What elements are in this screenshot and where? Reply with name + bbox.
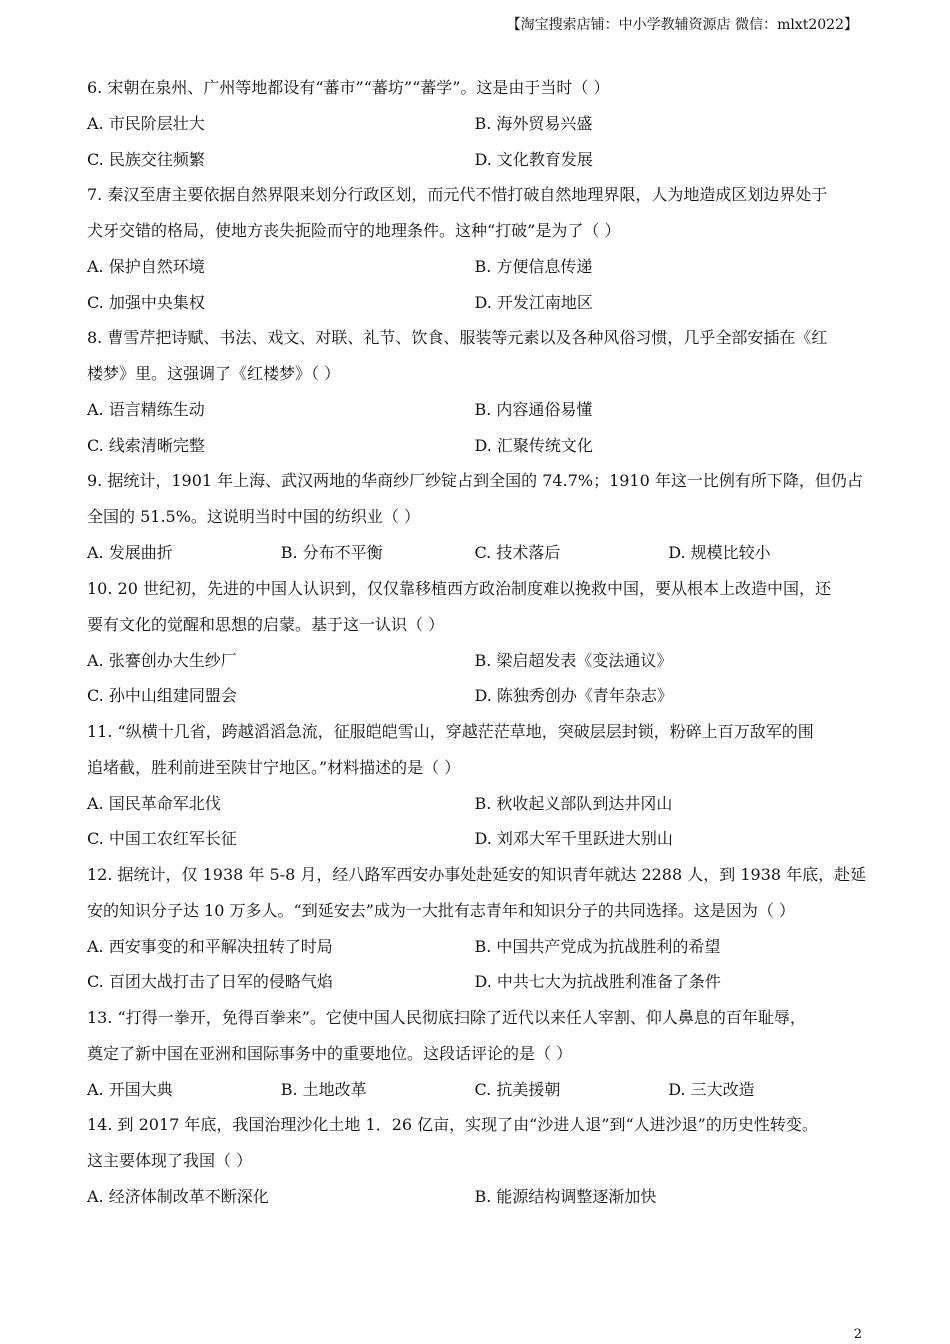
question-8-line-1: 8. 曹雪芹把诗赋、书法、戏文、对联、礼节、饮食、服装等元素以及各种风俗习惯，几乎全部安插在《红 (87, 328, 828, 347)
question-7-option-d: D. 开发江南地区 (474, 292, 593, 312)
question-14-option-b: B. 能源结构调整逐渐加快 (474, 1187, 657, 1206)
question-8-option-c: C. 线索清晰完整 (87, 435, 205, 455)
question-12-option-c: C. 百团大战打击了日军的侵略气焰 (87, 972, 333, 991)
question-10 (87, 571, 862, 714)
question-6-option-a: A. 市民阶层壮大 (87, 114, 205, 133)
question-8-line-2: 楼梦》里。这强调了《红楼梦》（ ） (87, 364, 341, 383)
question-11 (87, 714, 862, 857)
question-12-option-b: B. 中国共产党成为抗战胜利的希望 (474, 936, 721, 956)
question-12 (87, 857, 867, 1000)
question-9 (87, 463, 862, 571)
question-12-option-a: A. 西安事变的和平解决扭转了时局 (87, 936, 333, 956)
question-12-line-2: 安的知识分子达 10 万多人。“到延安去”成为一大批有志青年和知识分子的共同选择。这是因为（ ） (87, 900, 795, 920)
question-11-line-1: 11. “纵横十几省，跨越滔滔急流，征服皑皑雪山，穿越茫茫草地，突破层层封锁，粉碎上百万敌军的围 (87, 721, 814, 741)
question-8 (87, 320, 862, 463)
question-6-line-1: 6. 宋朝在泉州、广州等地都设有“蕃市”“蕃坊”“蕃学”。这是由于当时（ ） (87, 78, 610, 97)
page-header: 【淘宝搜索店铺：中小学教辅资源店 微信：mlxt2022】 (506, 17, 858, 33)
question-6-option-d: D. 文化教育发展 (474, 149, 593, 169)
question-7-option-c: C. 加强中央集权 (87, 292, 205, 312)
page-number: 2 (853, 1327, 862, 1342)
question-12-option-d: D. 中共七大为抗战胜利准备了条件 (474, 972, 721, 991)
question-14-line-2: 这主要体现了我国（ ） (87, 1151, 253, 1170)
question-9-option-b: B. 分布不平衡 (280, 543, 383, 562)
question-6 (87, 70, 862, 177)
question-7-line-1: 7. 秦汉至唐主要依据自然界限来划分行政区划，而元代不惜打破自然地理界限，人为地造成区划边界处于 (87, 185, 828, 204)
question-6-option-b: B. 海外贸易兴盛 (474, 114, 593, 133)
question-13-option-b: B. 土地改革 (280, 1079, 367, 1099)
question-7-line-2: 犬牙交错的格局，使地方丧失扼险而守的地理条件。这种“打破”是为了（ ） (87, 221, 621, 240)
question-13-option-c: C. 抗美援朝 (474, 1079, 561, 1099)
question-14-line-1: 14. 到 2017 年底，我国治理沙化土地 1．26 亿亩，实现了由“沙进人退”到“人进沙退”的历史性转变。 (87, 1115, 818, 1134)
question-8-option-d: D. 汇聚传统文化 (474, 435, 593, 455)
question-7 (87, 177, 862, 320)
question-8-option-b: B. 内容通俗易懂 (474, 400, 593, 419)
question-9-option-d: D. 规模比较小 (668, 543, 771, 562)
question-11-option-d: D. 刘邓大军千里跃进大别山 (474, 829, 673, 848)
question-12-line-1: 12. 据统计，仅 1938 年 5-8 月，经八路军西安办事处赴延安的知识青年就达 2288 人，到 1938 年底，赴延 (87, 864, 867, 884)
question-10-line-1: 10. 20 世纪初，先进的中国人认识到，仅仅靠移植西方政治制度难以挽救中国，要从根本上改造中国，还 (87, 578, 831, 598)
question-10-line-2: 要有文化的觉醒和思想的启蒙。基于这一认识（ ） (87, 614, 445, 634)
question-11-option-a: A. 国民革命军北伐 (87, 793, 221, 813)
question-9-option-c: C. 技术落后 (474, 543, 561, 562)
question-14-option-a: A. 经济体制改革不断深化 (87, 1187, 269, 1206)
question-10-option-c: C. 孙中山组建同盟会 (87, 686, 237, 705)
question-14 (87, 1107, 862, 1215)
question-13 (87, 1000, 862, 1108)
question-10-option-b: B. 梁启超发表《变法通议》 (474, 650, 673, 670)
question-13-option-a: A. 开国大典 (87, 1079, 173, 1099)
question-9-line-1: 9. 据统计，1901 年上海、武汉两地的华商纱厂纱锭占到全国的 74.7%；1910 年这一比例有所下降，但仍占 (87, 471, 863, 490)
question-8-option-a: A. 语言精练生动 (87, 400, 205, 419)
question-6-option-c: C. 民族交往频繁 (87, 149, 205, 169)
question-13-line-2: 奠定了新中国在亚洲和国际事务中的重要地位。这段话评论的是（ ） (87, 1043, 573, 1063)
question-13-option-d: D. 三大改造 (668, 1079, 755, 1099)
question-10-option-d: D. 陈独秀创办《青年杂志》 (474, 686, 673, 705)
question-7-option-b: B. 方便信息传递 (474, 257, 593, 276)
question-13-line-1: 13. “打得一拳开，免得百拳来”。它使中国人民彻底扫除了近代以来任人宰割、仰人鼻息的百年耻辱， (87, 1007, 806, 1027)
question-10-option-a: A. 张謇创办大生纱厂 (87, 650, 237, 670)
question-9-option-a: A. 发展曲折 (87, 543, 173, 562)
question-list (87, 70, 867, 1215)
question-11-option-b: B. 秋收起义部队到达井冈山 (474, 793, 673, 813)
question-11-line-2: 追堵截，胜利前进至陕甘宁地区。”材料描述的是（ ） (87, 757, 461, 777)
question-11-option-c: C. 中国工农红军长征 (87, 829, 237, 848)
question-9-line-2: 全国的 51.5%。这说明当时中国的纺织业（ ） (87, 507, 421, 526)
question-7-option-a: A. 保护自然环境 (87, 257, 205, 276)
